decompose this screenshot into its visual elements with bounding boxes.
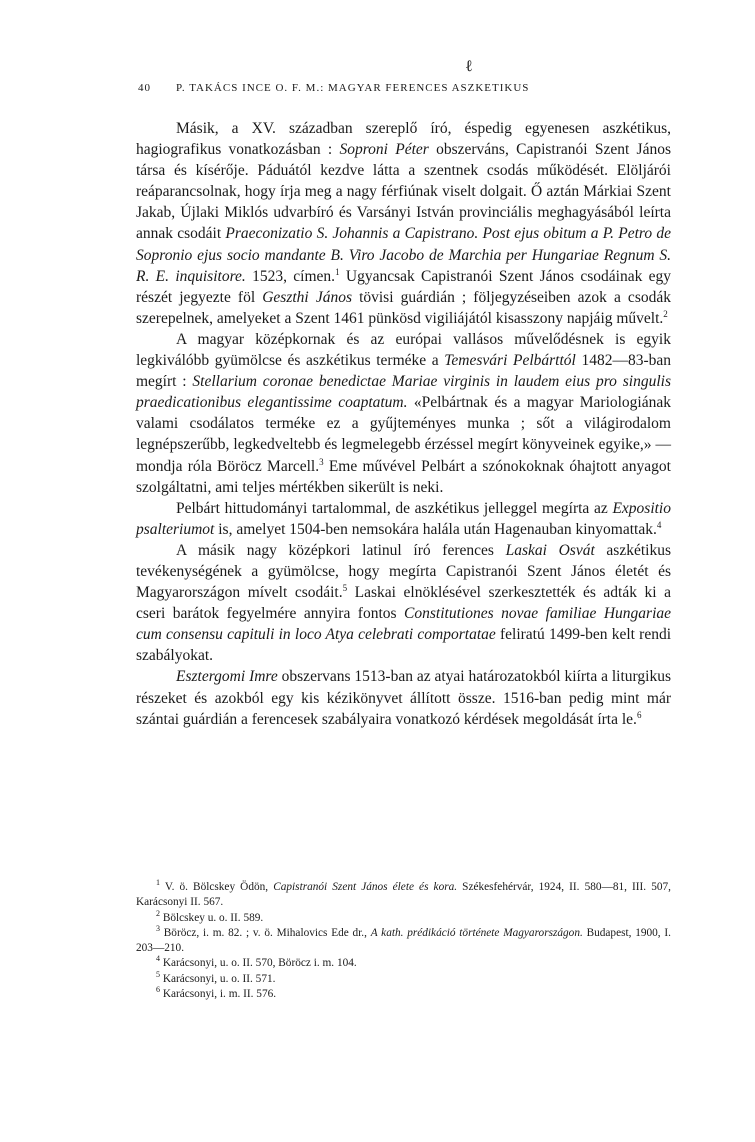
italic-run: A kath. prédikáció története Magyarországon.: [370, 926, 583, 939]
text-run: is, amelyet 1504-ben nemsokára halála után Hagenauban kinyomattak.: [214, 520, 657, 538]
page-number: 40: [138, 82, 151, 94]
text-run: Karácsonyi, u. o. II. 571.: [160, 972, 276, 985]
footnote-number: 5: [156, 970, 160, 980]
italic-run: Geszthi János: [262, 288, 352, 306]
footnote-number: 4: [156, 954, 160, 964]
text-run: Székesfehérvár, 1924, II. 580—81, III. 507, Karácsonyi II. 567.: [136, 881, 671, 909]
footnote: [136, 956, 671, 971]
footnote-number: 1: [156, 878, 160, 888]
italic-run: Expositio psalteriumot: [136, 499, 671, 538]
italic-run: Capistranói Szent János élete és kora.: [273, 881, 458, 893]
text-run: Másik, a XV. században szereplő író, éspedig egyenesen aszkétikus, hagiografikus vonatkozásban :: [136, 120, 671, 159]
footnote-ref: 6: [636, 709, 642, 720]
paragraph: [136, 118, 671, 329]
footnote-number: 3: [156, 924, 160, 934]
text-run: Budapest, 1900, I. 203—210.: [136, 926, 671, 955]
text-run: Eme művével Pelbárt a szónokoknak óhajtott anyagot szolgáltatni, ami teljes mértékben sikerült is neki.: [136, 457, 671, 496]
footnote-ref: 2: [663, 308, 668, 319]
text-run: tövisi guárdián ; följegyzéseiben azok a csodák szerepelnek, amelyeket a Szent 1461 pünkösd vigiliájától kisasszony napjáig művelt.: [136, 288, 671, 327]
italic-run: Esztergomi Imre: [176, 668, 278, 686]
italic-run: Constitutiones novae familiae Hungariae cum consensu capituli in loco Atya celebrati comportatae: [136, 605, 671, 644]
text-run: Karácsonyi, u. o. II. 570, Böröcz i. m. 104.: [160, 957, 357, 970]
footnote: [136, 987, 671, 1002]
paragraph: [136, 498, 671, 540]
text-run: Laskai elnöklésével szerkesztették és adták ki a cseri barátok fegyelmére annyira fontos: [136, 584, 672, 623]
text-run: aszkétikus tevékenységének a gyümölcse, hogy megírta Capistranói Szent János életét és Magyarországon mívelt csodáit.: [136, 541, 671, 602]
footnotes: [136, 880, 671, 1002]
footnote-ref: 4: [656, 519, 662, 530]
italic-run: Praeconizatio S. Johannis a Capistrano. Post ejus obitum a P. Petro de Sopronio ejus socio mandante B. Viro Jacobo de Marchia per Hungariae Regnum S. R. E. inquisitore.: [136, 225, 671, 285]
footnote-ref: 5: [342, 582, 348, 593]
italic-run: Laskai Osvát: [505, 541, 595, 559]
text-run: Pelbárt hittudományi tartalommal, de aszkétikus jelleggel megírta az: [176, 499, 613, 517]
footnote: [136, 972, 671, 987]
italic-run: Temesvári Pelbárttól: [444, 352, 576, 370]
running-title: P. TAKÁCS INCE O. F. M.: MAGYAR FERENCES ASZKETIKUS: [176, 82, 530, 94]
footnote: [136, 908, 671, 926]
text-run: V. ö. Bölcskey Ödön,: [160, 881, 274, 893]
text-run: 1523, címen.: [245, 267, 336, 285]
footnote-ref: 1: [335, 266, 340, 277]
text-run: A magyar középkornak és az európai vallásos művelődésnek is egyik legkiválóbb gyümölcse és aszkétikus terméke a: [136, 330, 671, 370]
paragraph: [136, 666, 671, 729]
text-run: «Pelbártnak és a magyar Mariologiának valami csodálatos terméke ez a gyűjteményes munka ; sőt a világirodalom legnépszerűbb, legkedveltebb és legmelegebb érzéssel megírt könyveinek egyike,» — mondja róla Böröcz Marcell.: [136, 394, 672, 475]
text-run: obszervans 1513-ban az atyai határozatokból kiírta a liturgikus részeket és azokból egy kis kézikönyvet állított össze. 1516-ban pedig mint már szántai guárdián a ferencesek szabályaira vonatkozó kérdések megoldását írta le.: [136, 668, 671, 728]
body-text: [136, 118, 671, 730]
text-run: obszerváns, Capistranói Szent János társa és kísérője. Páduától kezdve látta a szentnek csodás működését. Elöljárói reáparancsolnak, hogy írja meg a nagy férfiúnak viselt dolgait. Ő aztán Márkiai Szent Jakab, Újlaki Miklós udvarbíró és Varsányi István provinciális meghagyásából leírta annak csodáit: [136, 141, 671, 243]
paragraph: [136, 329, 671, 498]
text-run: Karácsonyi, i. m. II. 576.: [160, 988, 277, 1001]
paragraph: [136, 540, 671, 667]
text-run: A másik nagy középkori latinul író ferences: [176, 541, 506, 559]
text-run: Bölcskey u. o. II. 589.: [160, 911, 264, 924]
footnote-ref: 3: [319, 456, 324, 467]
footnote: [136, 926, 671, 957]
text-run: feliratú 1499-ben kelt rendi szabályokat.: [136, 626, 671, 665]
footnote-number: 2: [156, 908, 160, 918]
text-run: Ugyancsak Capistranói Szent János csodáinak egy részét jegyezte föl: [136, 267, 672, 306]
footnote: [136, 880, 671, 911]
text-run: Böröcz, i. m. 82. ; v. ö. Mihalovics Ede dr.,: [160, 926, 371, 939]
italic-run: Stellarium coronae benedictae Mariae virginis in laudem eius pro singulis praedicationibus elegantissime coaptatum.: [136, 373, 671, 412]
footnote-number: 6: [156, 985, 160, 995]
page-mark: ℓ: [466, 58, 472, 75]
text-run: 1482—83-ban megírt :: [136, 352, 671, 391]
italic-run: Soproni Péter: [339, 141, 429, 159]
